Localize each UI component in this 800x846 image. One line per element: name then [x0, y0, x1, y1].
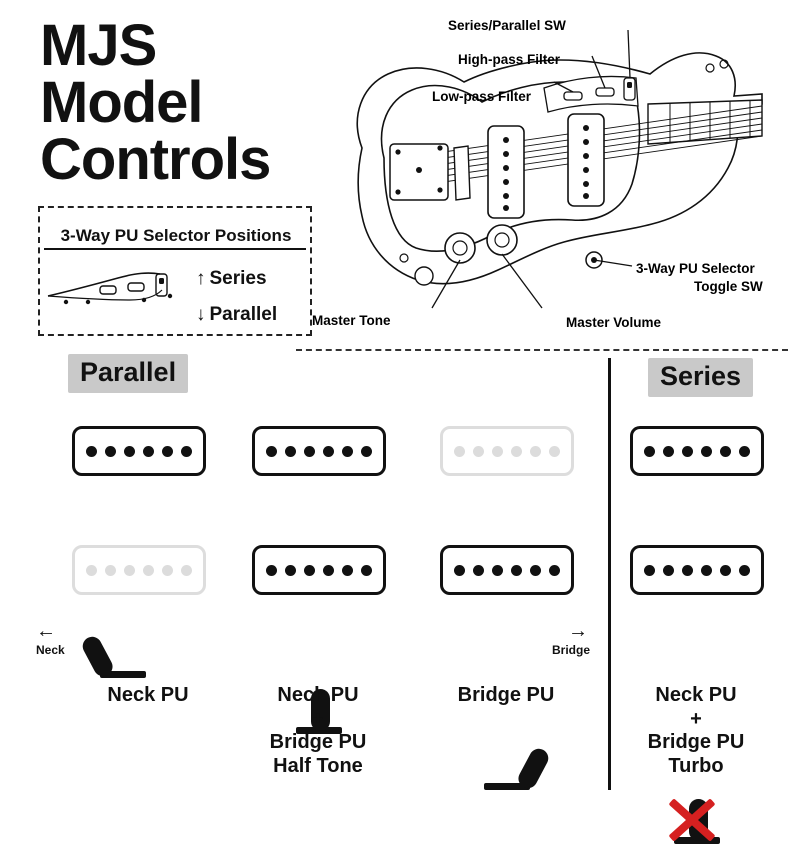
pole-piece [720, 565, 731, 576]
pole-piece [124, 446, 135, 457]
neck-direction-label: Neck [36, 643, 65, 657]
mode-heading-series: Series [648, 358, 753, 397]
pickup-neck-col4 [630, 426, 764, 476]
caption-line: Neck PU [655, 684, 737, 706]
pickup-neck-col2 [252, 426, 386, 476]
pole-piece [105, 565, 116, 576]
pickup-bridge-col1 [72, 545, 206, 595]
legend-parallel-label: Parallel [209, 304, 278, 325]
pole-piece [323, 565, 334, 576]
caption-col3 [406, 684, 606, 708]
pole-piece [663, 565, 674, 576]
pole-piece [549, 565, 560, 576]
pole-piece [473, 565, 484, 576]
mode-heading-parallel: Parallel [68, 354, 188, 393]
caption-line: Neck PU [277, 684, 359, 706]
callout-low-pass-filter: Low-pass Filter [432, 89, 532, 104]
pole-piece [86, 446, 97, 457]
neck-direction-arrow-icon: ← [36, 620, 56, 642]
pole-piece [266, 446, 277, 457]
pole-piece [701, 565, 712, 576]
pole-piece [492, 446, 503, 457]
pole-piece [304, 565, 315, 576]
title-line-1: MJS [40, 13, 157, 78]
pole-piece [86, 565, 97, 576]
caption-line: + [690, 707, 702, 730]
switch-lever [79, 633, 115, 679]
pole-piece [530, 565, 541, 576]
bridge-direction-label: Bridge [552, 643, 591, 657]
legend-switch-illustration [44, 262, 194, 324]
pole-piece [511, 565, 522, 576]
arrow-down-icon: ↓ [196, 304, 206, 325]
pole-piece [720, 446, 731, 457]
pole-piece [342, 565, 353, 576]
legend-underline [44, 248, 306, 250]
pole-piece [105, 446, 116, 457]
switch-lever [515, 745, 551, 791]
selector-legend-heading: 3-Way PU Selector Positions [60, 226, 292, 245]
pole-piece [739, 446, 750, 457]
callout-3way-selector-line2: Toggle SW [694, 279, 763, 294]
bridge-direction-arrow-icon: → [568, 620, 588, 642]
pole-piece [162, 446, 173, 457]
pole-piece [454, 565, 465, 576]
caption-line: Turbo [668, 754, 724, 777]
pole-piece [511, 446, 522, 457]
pole-piece [181, 446, 192, 457]
cross-out-icon [664, 790, 720, 846]
caption-line: Bridge PU [269, 731, 367, 754]
pole-piece [124, 565, 135, 576]
title-line-2: Model [40, 69, 203, 135]
pole-piece [266, 565, 277, 576]
pole-piece [361, 565, 372, 576]
pole-piece [644, 446, 655, 457]
callout-master-tone: Master Tone [312, 313, 391, 328]
pole-piece [549, 446, 560, 457]
pickup-bridge-col2 [252, 545, 386, 595]
callout-master-volume: Master Volume [566, 315, 662, 330]
section-divider [296, 349, 788, 351]
pole-piece [285, 446, 296, 457]
pole-piece [644, 565, 655, 576]
caption-line: Bridge PU [647, 731, 745, 754]
pickup-bridge-col4 [630, 545, 764, 595]
caption-col4 [596, 684, 796, 778]
legend-series-label: Series [209, 268, 267, 289]
arrow-up-icon: ↑ [196, 268, 206, 289]
callout-series-parallel-sw: Series/Parallel SW [448, 18, 566, 33]
pole-piece [492, 565, 503, 576]
caption-line: Half Tone [273, 754, 363, 777]
legend-series-row [196, 268, 267, 290]
pole-piece [143, 446, 154, 457]
pickup-neck-col1 [72, 426, 206, 476]
pole-piece [323, 446, 334, 457]
pole-piece [663, 446, 674, 457]
pole-piece [739, 565, 750, 576]
pole-piece [454, 446, 465, 457]
switch-icon-col3 [466, 734, 550, 790]
pole-piece [162, 565, 173, 576]
pole-piece [682, 565, 693, 576]
pickup-neck-col3 [440, 426, 574, 476]
pole-piece [285, 565, 296, 576]
pole-piece [701, 446, 712, 457]
caption-line: Neck PU [107, 684, 189, 706]
caption-line: + [312, 707, 324, 730]
switch-icon-col1 [82, 622, 166, 678]
pole-piece [342, 446, 353, 457]
callout-high-pass-filter: High-pass Filter [458, 52, 561, 67]
switch-icon-col4 [656, 788, 740, 844]
pole-piece [530, 446, 541, 457]
pole-piece [682, 446, 693, 457]
caption-col2 [218, 684, 418, 778]
pole-piece [361, 446, 372, 457]
pole-piece [181, 565, 192, 576]
title-line-3: Controls [40, 126, 271, 192]
legend-parallel-row [196, 304, 277, 326]
caption-line: Bridge PU [457, 684, 555, 706]
pickup-bridge-col3 [440, 545, 574, 595]
pole-piece [143, 565, 154, 576]
pole-piece [473, 446, 484, 457]
callout-3way-selector: 3-Way PU Selector [636, 261, 755, 276]
pole-piece [304, 446, 315, 457]
